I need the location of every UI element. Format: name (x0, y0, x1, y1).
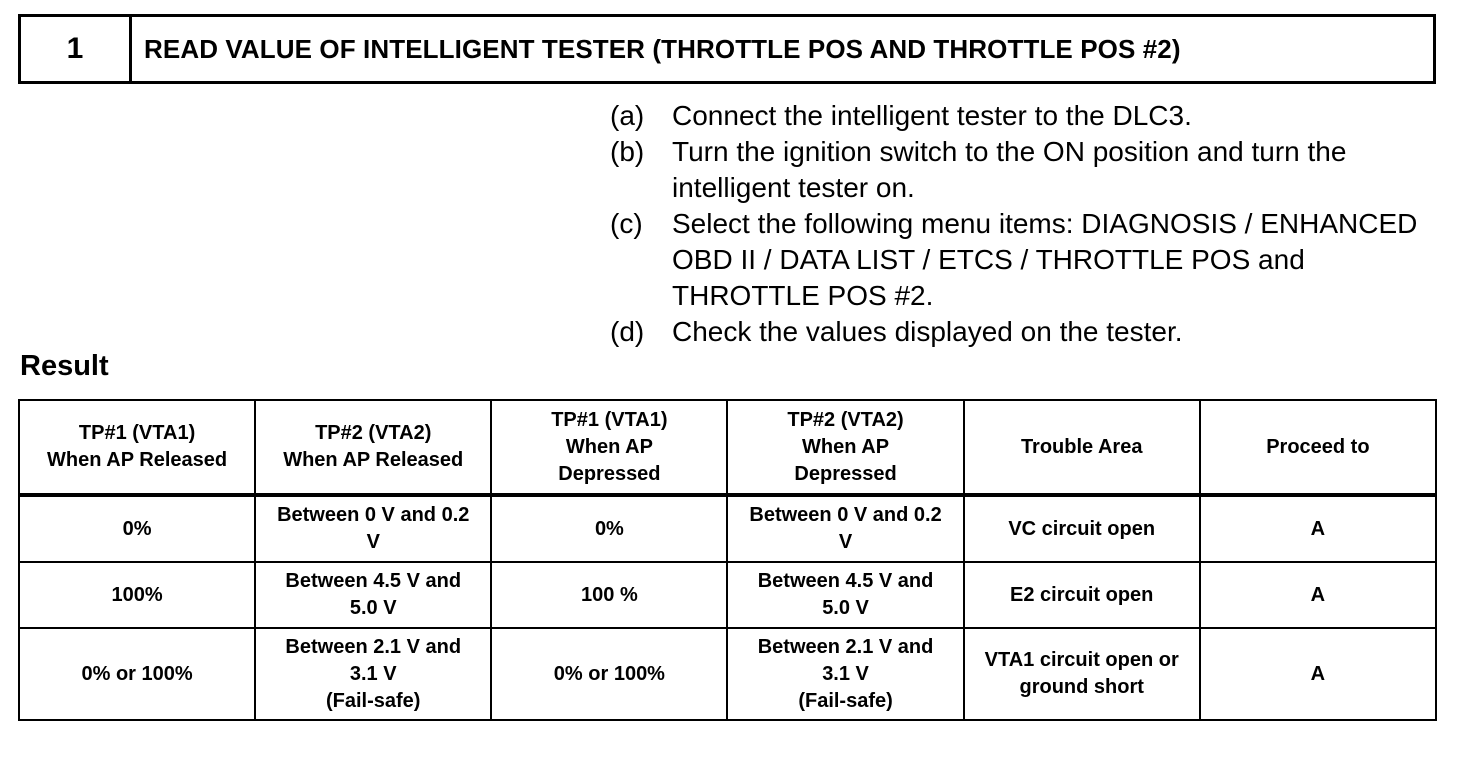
table-cell: A (1200, 628, 1436, 720)
table-header-row (19, 400, 1436, 495)
column-header: Trouble Area (964, 400, 1200, 495)
instruction-item-a (610, 98, 1440, 134)
instruction-item-c (610, 206, 1440, 314)
column-header: TP#1 (VTA1) When AP Depressed (491, 400, 727, 495)
instruction-item-d (610, 314, 1440, 350)
column-header: TP#1 (VTA1) When AP Released (19, 400, 255, 495)
step-header (18, 14, 1436, 84)
table-cell: Between 4.5 V and 5.0 V (255, 562, 491, 628)
instruction-label: (d) (610, 316, 645, 347)
table-cell: 100 % (491, 562, 727, 628)
step-title: READ VALUE OF INTELLIGENT TESTER (THROTTLE POS AND THROTTLE POS #2) (144, 33, 1181, 64)
table-cell: Between 4.5 V and 5.0 V (727, 562, 963, 628)
instruction-list (610, 98, 1440, 350)
table-row (19, 628, 1436, 720)
table-cell: Between 2.1 V and 3.1 V (Fail-safe) (255, 628, 491, 720)
table-cell: 0% (19, 495, 255, 562)
step-number: 1 (21, 17, 132, 81)
instruction-label: (b) (610, 136, 645, 167)
table-row (19, 562, 1436, 628)
column-header: Proceed to (1200, 400, 1436, 495)
table-cell: A (1200, 562, 1436, 628)
result-heading: Result (20, 350, 109, 382)
table-cell: 100% (19, 562, 255, 628)
table-cell: Between 2.1 V and 3.1 V (Fail-safe) (727, 628, 963, 720)
table-cell: 0% or 100% (491, 628, 727, 720)
table-cell: 0% (491, 495, 727, 562)
instruction-text: Turn the ignition switch to the ON position and turn the intelligent tester on. (672, 136, 1347, 203)
table-row (19, 495, 1436, 562)
table-cell: 0% or 100% (19, 628, 255, 720)
instruction-text: Check the values displayed on the tester. (672, 316, 1183, 347)
instruction-item-b (610, 134, 1440, 206)
table-cell: Between 0 V and 0.2 V (727, 495, 963, 562)
instruction-label: (a) (610, 100, 645, 131)
instruction-text: Select the following menu items: DIAGNOSIS / ENHANCED OBD II / DATA LIST / ETCS / THROTTLE POS and THROTTLE POS #2. (672, 208, 1418, 311)
table-cell: VTA1 circuit open or ground short (964, 628, 1200, 720)
table-cell: E2 circuit open (964, 562, 1200, 628)
instruction-text: Connect the intelligent tester to the DLC3. (672, 100, 1192, 131)
table-cell: Between 0 V and 0.2 V (255, 495, 491, 562)
column-header: TP#2 (VTA2) When AP Depressed (727, 400, 963, 495)
result-table (18, 399, 1437, 721)
table-cell: VC circuit open (964, 495, 1200, 562)
table-cell: A (1200, 495, 1436, 562)
instruction-label: (c) (610, 208, 643, 239)
column-header: TP#2 (VTA2) When AP Released (255, 400, 491, 495)
